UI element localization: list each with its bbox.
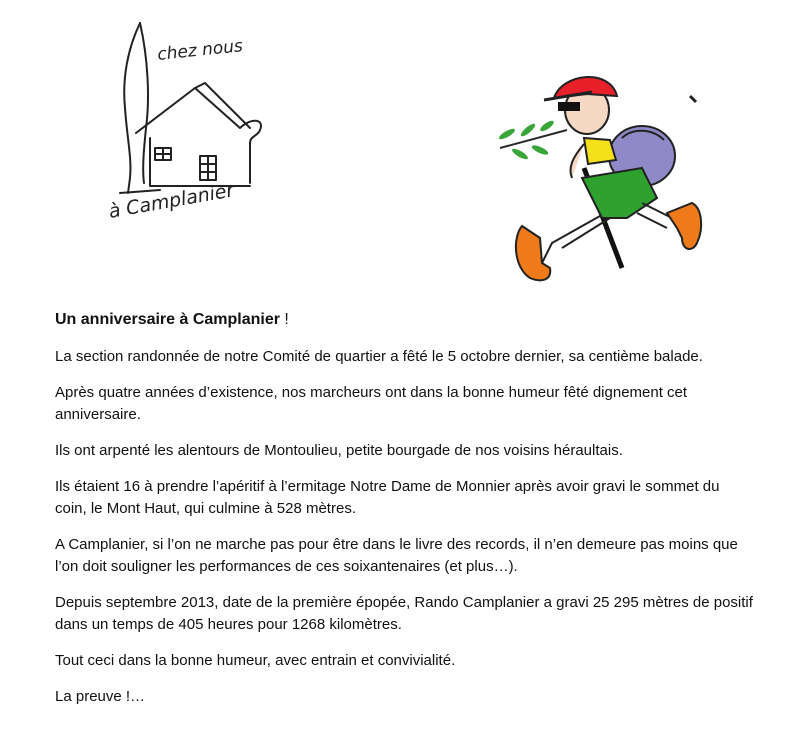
red-cap: [554, 77, 617, 98]
logo-text-top: chez nous: [156, 36, 244, 65]
article-paragraph: Tout ceci dans la bonne humeur, avec entrain et convivialité.: [55, 652, 456, 669]
article-paragraph: Ils étaient 16 à prendre l’apéritif à l’ermitage Notre Dame de Monnier après avoir gravi le sommet du coin, le Mont Haut, qui culmine à 528 mètres.: [55, 478, 720, 517]
hiker-drawing: [492, 68, 707, 293]
article-paragraph: A Camplanier, si l’on ne marche pas pour être dans le livre des records, il n’en demeure pas moins que l’on doit souligner les performances de ces soixantenaires (et plus…).: [55, 536, 738, 575]
logo-chez-nous-camplanier: [100, 18, 290, 243]
yellow-shirt: [584, 138, 616, 164]
article-paragraph: La section randonnée de notre Comité de quartier a fêté le 5 octobre dernier, sa centième balade.: [55, 348, 703, 365]
article-title: [55, 310, 755, 330]
article-paragraph: La preuve !…: [55, 688, 146, 705]
article-paragraph: Après quatre années d’existence, nos marcheurs ont dans la bonne humeur fêté dignement cet anniversaire.: [55, 384, 688, 423]
green-shorts: [582, 168, 657, 218]
right-shoe: [667, 203, 701, 249]
article-paragraph: Depuis septembre 2013, date de la première épopée, Rando Camplanier a gravi 25 295 mètres de positif dans un temps de 405 heures pour 1268 kilomètres.: [55, 594, 753, 633]
house-logo-drawing: [100, 18, 290, 243]
article-paragraph: Ils ont arpenté les alentours de Montoulieu, petite bourgade de nos voisins héraultais.: [55, 442, 623, 459]
logo-text-bottom: à Camplanier: [107, 179, 236, 223]
article: [55, 310, 755, 722]
sunglasses: [558, 102, 580, 111]
article-title-suffix: !: [279, 311, 289, 328]
article-title-text: Un anniversaire à Camplanier: [55, 311, 280, 328]
left-shoe: [516, 226, 550, 280]
hiker-illustration: [492, 68, 707, 293]
branch-leaves: [498, 119, 567, 161]
